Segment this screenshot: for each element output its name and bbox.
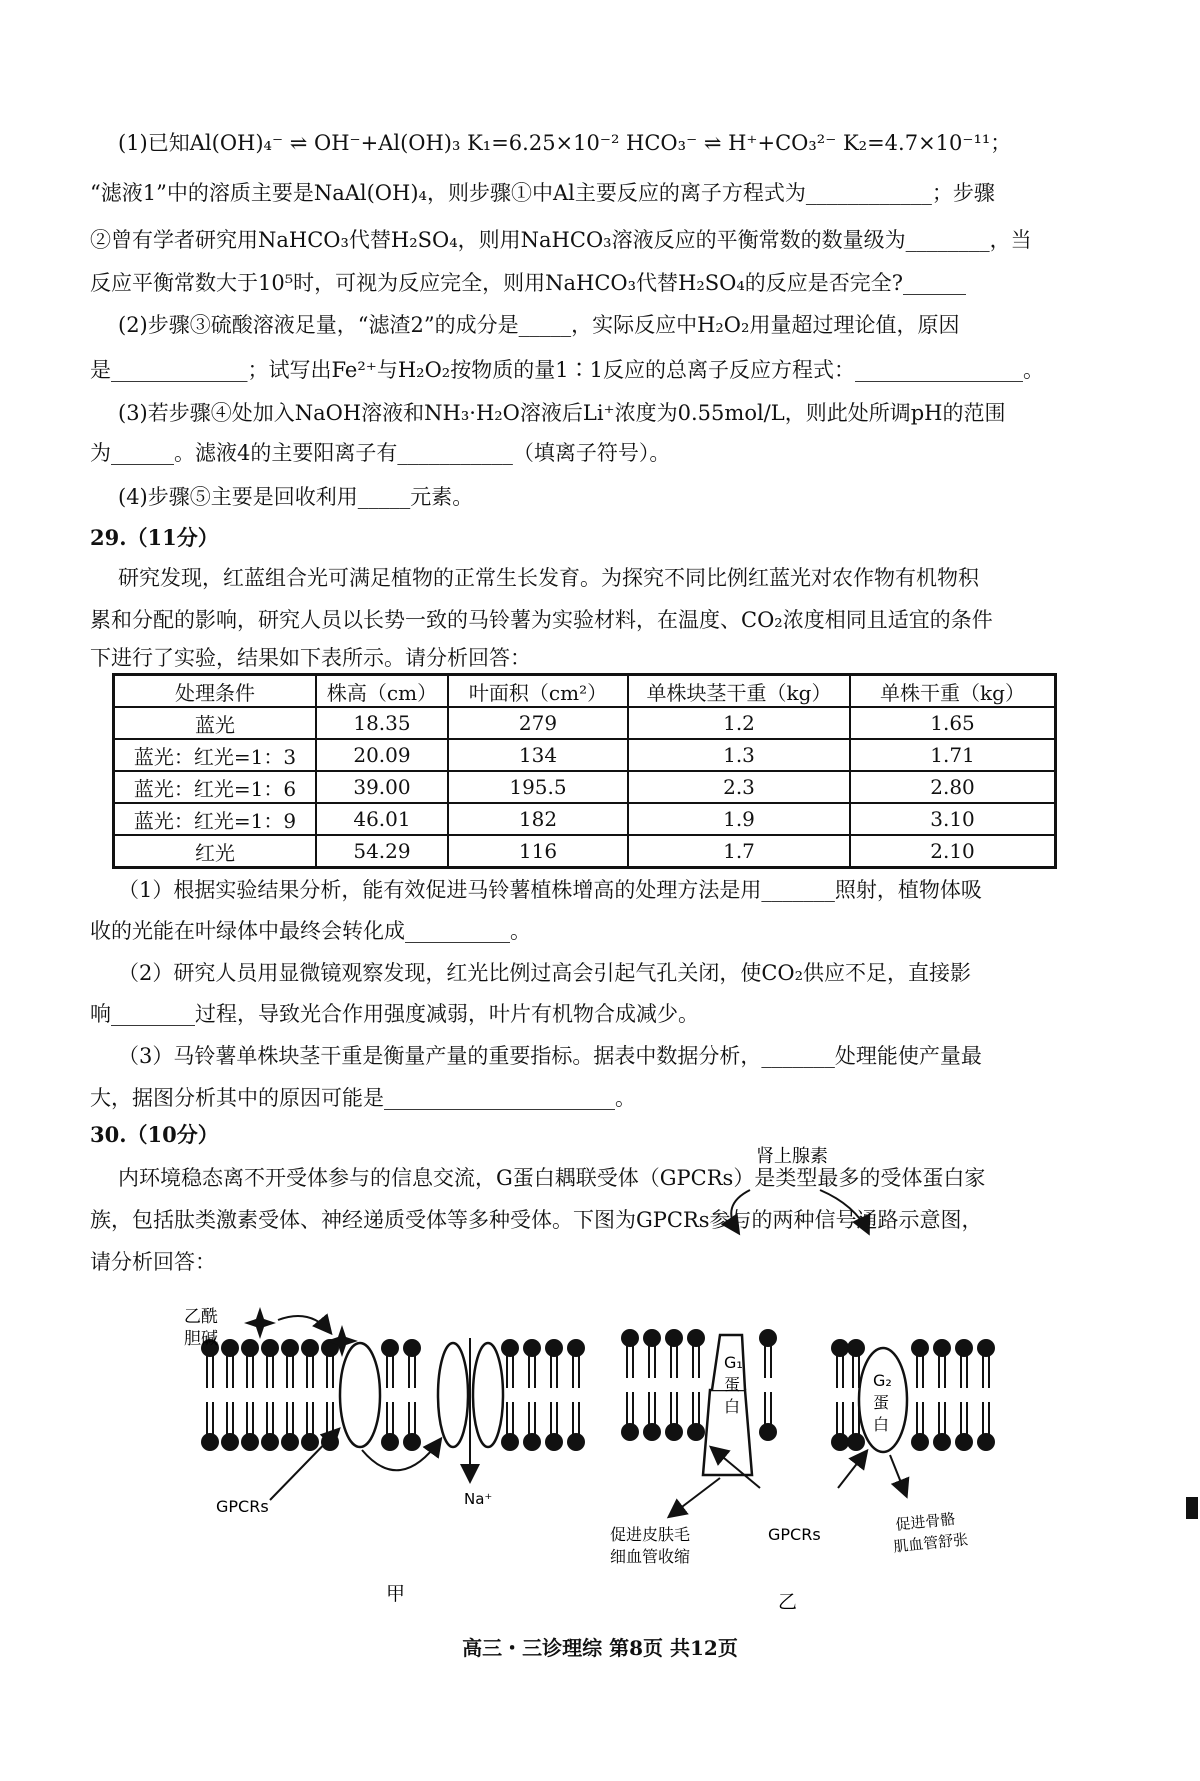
phospholipid-mark xyxy=(567,1339,585,1357)
binding-edge-mark xyxy=(1186,1497,1198,1519)
g1-label-line3: 白 xyxy=(724,1397,741,1416)
phospholipid-mark xyxy=(261,1433,279,1451)
phospholipid-mark xyxy=(261,1339,279,1357)
phospholipid-mark xyxy=(687,1329,705,1347)
acetylcholine-star-icon xyxy=(244,1307,276,1339)
q29-heading: 29.（11分） xyxy=(90,525,219,550)
phospholipid-mark xyxy=(911,1433,929,1451)
q28-part2-line2: 是_____________；试写出Fe²⁺与H₂O₂按物质的量1∶1反应的总离子反应方程式：________________。 xyxy=(90,358,1044,382)
q30-intro-line3: 请分析回答： xyxy=(90,1250,216,1274)
table-row xyxy=(114,835,1056,868)
phospholipid-mark xyxy=(241,1339,259,1357)
q30-intro-line2: 族，包括肽类激素受体、神经递质受体等多种受体。下图为GPCRs参与的两种信号通路示意图， xyxy=(90,1208,983,1232)
table-cell: 39.00 xyxy=(316,771,448,803)
effect2-line2: 肌血管舒张 xyxy=(892,1530,970,1556)
phospholipid-mark xyxy=(301,1433,319,1451)
q28-part4: (4)步骤⑤主要是回收利用_____元素。 xyxy=(118,485,474,509)
phospholipid-mark xyxy=(241,1433,259,1451)
gpcrs-label-jia: GPCRs xyxy=(216,1497,269,1516)
table-cell: 20.09 xyxy=(316,739,448,771)
caption-yi: 乙 xyxy=(778,1591,798,1613)
table-cell: 134 xyxy=(448,739,628,771)
table-cell: 3.10 xyxy=(850,803,1056,835)
phospholipid-mark xyxy=(221,1339,239,1357)
phospholipid-mark xyxy=(933,1433,951,1451)
phospholipid-mark xyxy=(567,1433,585,1451)
phospholipid-mark xyxy=(759,1329,777,1347)
ligand-label-line2: 胆碱 xyxy=(184,1329,218,1349)
phospholipid-mark xyxy=(545,1339,563,1357)
table-cell: 182 xyxy=(448,803,628,835)
q29-sub3-line1: （3）马铃薯单株块茎干重是衡量产量的重要指标。据表中数据分析，_______处理能使产量最 xyxy=(118,1044,982,1068)
phospholipid-mark xyxy=(831,1433,849,1451)
q29-sub2-line1: （2）研究人员用显微镜观察发现，红光比例过高会引起气孔关闭，使CO₂供应不足，直接影 xyxy=(118,961,972,985)
table-cell: 蓝光 xyxy=(114,707,317,739)
table-cell: 红光 xyxy=(114,835,317,868)
q30-heading: 30.（10分） xyxy=(90,1122,219,1147)
q29-intro-line2: 累和分配的影响，研究人员以长势一致的马铃薯为实验材料，在温度、CO₂浓度相同且适宜的条件 xyxy=(90,608,993,632)
caption-jia: 甲 xyxy=(386,1583,406,1605)
phospholipid-mark xyxy=(847,1339,865,1357)
table-cell: 2.80 xyxy=(850,771,1056,803)
phospholipid-mark xyxy=(955,1433,973,1451)
na-ion-label: Na⁺ xyxy=(464,1490,493,1508)
table-row xyxy=(114,803,1056,835)
gpcr-receptor-shape xyxy=(340,1343,380,1447)
hormone-label: 肾上腺素 xyxy=(756,1146,828,1167)
g2-label-line2: 蛋 xyxy=(873,1393,890,1412)
effect2-line1: 促进骨骼 xyxy=(894,1509,957,1534)
table-cell: 279 xyxy=(448,707,628,739)
ion-channel-left xyxy=(438,1343,468,1447)
q28-part1-line1: (1)已知Al(OH)₄⁻ ⇌ OH⁻+Al(OH)₃ K₁=6.25×10⁻² HCO₃⁻ ⇌ H⁺+CO₃²⁻ K₂=4.7×10⁻¹¹； xyxy=(118,131,1012,155)
q28-part2-line1: (2)步骤③硫酸溶液足量，“滤渣2”的成分是_____，实际反应中H₂O₂用量超过理论值，原因 xyxy=(118,313,960,337)
effect1-line1: 促进皮肤毛 xyxy=(610,1525,691,1544)
phospholipid-mark xyxy=(403,1339,421,1357)
table-row xyxy=(114,739,1056,771)
q29-intro-line1: 研究发现，红蓝组合光可满足植物的正常生长发育。为探究不同比例红蓝光对农作物有机物积 xyxy=(118,566,979,590)
effect-arrow-right xyxy=(890,1455,906,1495)
phospholipid-mark xyxy=(847,1433,865,1451)
table-cell: 1.7 xyxy=(628,835,850,868)
effect-arrow-left xyxy=(670,1478,720,1516)
table-row xyxy=(114,771,1056,803)
table-row xyxy=(114,707,1056,739)
effect1-line2: 细血管收缩 xyxy=(610,1547,691,1566)
q29-sub1-line2: 收的光能在叶绿体中最终会转化成__________。 xyxy=(90,919,531,943)
q28-part1-line3: ②曾有学者研究用NaHCO₃代替H₂SO₄，则用NaHCO₃溶液反应的平衡常数的数量级为________，当 xyxy=(90,228,1032,252)
gpcrs-pointer-yi-right xyxy=(838,1452,866,1488)
phospholipid-mark xyxy=(221,1433,239,1451)
results-table xyxy=(112,673,1057,869)
ligand-label-line1: 乙酰 xyxy=(184,1307,218,1327)
table-header: 单株块茎干重（kg） xyxy=(628,675,850,708)
q29-sub1-line1: （1）根据实验结果分析，能有效促进马铃薯植株增高的处理方法是用_______照射，植物体吸 xyxy=(118,878,982,902)
table-header: 处理条件 xyxy=(114,675,317,708)
q28-part3-line2: 为______。滤液4的主要阳离子有___________（填离子符号）。 xyxy=(90,441,671,465)
page-footer: 高三・三诊理综 第8页 共12页 xyxy=(462,1636,738,1660)
g2-label-line3: 白 xyxy=(873,1415,890,1434)
table-cell: 蓝光：红光=1：9 xyxy=(114,803,317,835)
phospholipid-mark xyxy=(977,1433,995,1451)
phospholipid-mark xyxy=(911,1339,929,1357)
table-cell: 蓝光：红光=1：6 xyxy=(114,771,317,803)
signal-arrow xyxy=(362,1440,440,1470)
phospholipid-mark xyxy=(545,1433,563,1451)
membrane-yi-left xyxy=(621,1329,777,1441)
phospholipid-mark xyxy=(501,1433,519,1451)
table-cell: 1.65 xyxy=(850,707,1056,739)
phospholipid-mark xyxy=(281,1433,299,1451)
phospholipid-mark xyxy=(621,1423,639,1441)
table-cell: 2.3 xyxy=(628,771,850,803)
phospholipid-mark xyxy=(523,1339,541,1357)
table-cell: 1.2 xyxy=(628,707,850,739)
table-cell: 18.35 xyxy=(316,707,448,739)
membrane-yi-right xyxy=(831,1339,995,1451)
phospholipid-mark xyxy=(301,1339,319,1357)
table-cell: 1.9 xyxy=(628,803,850,835)
phospholipid-mark xyxy=(381,1433,399,1451)
phospholipid-mark xyxy=(643,1423,661,1441)
phospholipid-mark xyxy=(281,1339,299,1357)
q29-sub2-line2: 响________过程，导致光合作用强度减弱，叶片有机物合成减少。 xyxy=(90,1002,699,1026)
phospholipid-mark xyxy=(831,1339,849,1357)
phospholipid-mark xyxy=(933,1339,951,1357)
phospholipid-mark xyxy=(665,1423,683,1441)
membrane-jia xyxy=(201,1339,585,1451)
phospholipid-mark xyxy=(643,1329,661,1347)
ion-channel-right xyxy=(473,1343,503,1447)
table-header: 单株干重（kg） xyxy=(850,675,1056,708)
q29-intro-line3: 下进行了实验，结果如下表所示。请分析回答： xyxy=(90,646,531,670)
table-cell: 46.01 xyxy=(316,803,448,835)
phospholipid-mark xyxy=(759,1423,777,1441)
q28-part3-line1: (3)若步骤④处加入NaOH溶液和NH₃·H₂O溶液后Li⁺浓度为0.55mol/L，则此处所调pH的范围 xyxy=(118,401,1006,425)
phospholipid-mark xyxy=(523,1433,541,1451)
g1-label-line1: G₁ xyxy=(724,1353,743,1372)
binding-arrow xyxy=(278,1316,330,1332)
table-cell: 54.29 xyxy=(316,835,448,868)
table-header: 株高（cm） xyxy=(316,675,448,708)
phospholipid-mark xyxy=(665,1329,683,1347)
gpcrs-label-yi: GPCRs xyxy=(768,1525,821,1544)
phospholipid-mark xyxy=(321,1433,339,1451)
phospholipid-mark xyxy=(955,1339,973,1357)
phospholipid-mark xyxy=(403,1433,421,1451)
phospholipid-mark xyxy=(621,1329,639,1347)
table-cell: 116 xyxy=(448,835,628,868)
q28-part1-line2: “滤液1”中的溶质主要是NaAl(OH)₄，则步骤①中Al主要反应的离子方程式为____________；步骤 xyxy=(90,181,995,205)
phospholipid-mark xyxy=(687,1423,705,1441)
table-cell: 1.3 xyxy=(628,739,850,771)
phospholipid-mark xyxy=(501,1339,519,1357)
q30-intro-line1: 内环境稳态离不开受体参与的信息交流，G蛋白耦联受体（GPCRs）是类型最多的受体蛋白家 xyxy=(118,1166,986,1190)
g2-label-line1: G₂ xyxy=(873,1371,892,1390)
phospholipid-mark xyxy=(381,1339,399,1357)
table-header: 叶面积（cm²） xyxy=(448,675,628,708)
q28-part1-line4: 反应平衡常数大于10⁵时，可视为反应完全，则用NaHCO₃代替H₂SO₄的反应是否完全?______ xyxy=(90,271,967,295)
phospholipid-mark xyxy=(977,1339,995,1357)
g1-label-line2: 蛋 xyxy=(724,1375,741,1394)
q29-sub3-line2: 大，据图分析其中的原因可能是______________________。 xyxy=(90,1086,636,1110)
phospholipid-mark xyxy=(201,1433,219,1451)
table-cell: 蓝光：红光=1：3 xyxy=(114,739,317,771)
table-cell: 1.71 xyxy=(850,739,1056,771)
table-cell: 2.10 xyxy=(850,835,1056,868)
table-header-row xyxy=(114,675,1056,708)
table-cell: 195.5 xyxy=(448,771,628,803)
